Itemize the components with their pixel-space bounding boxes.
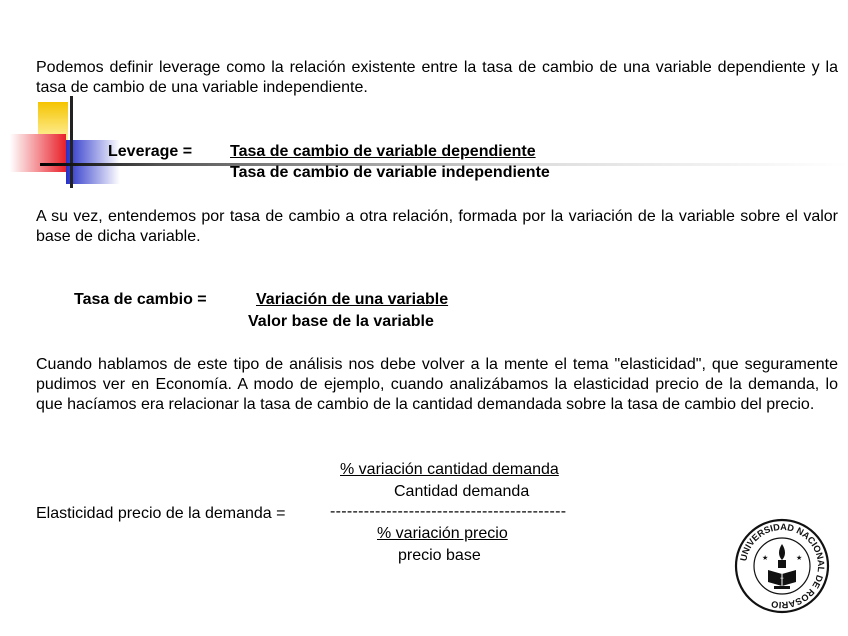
university-seal-logo <box>734 518 830 614</box>
svg-text:†: † <box>780 577 784 584</box>
leverage-formula-denominator: Tasa de cambio de variable independiente <box>230 164 550 181</box>
paragraph-elasticidad: Cuando hablamos de este tipo de análisis nos debe volver a la mente el tema "elasticidad", que seguramente pudimos ver en Economía. A modo de ejemplo, cuando analizábamos la elasticidad precio de la demanda, lo que hacíamos era relacionar la tasa de cambio de la cantidad demandada sobre la tasa de cambio del precio. <box>36 356 838 413</box>
elasticidad-top-numerator: % variación cantidad demanda <box>340 461 559 478</box>
tasa-formula-denominator: Valor base de la variable <box>248 313 434 330</box>
paragraph-tasa-definition: A su vez, entendemos por tasa de cambio a otra relación, formada por la variación de la variable sobre el valor base de dicha variable. <box>36 208 838 245</box>
elasticidad-top-denominator: Cantidad demanda <box>394 483 530 500</box>
tasa-formula-numerator: Variación de una variable <box>256 291 449 308</box>
vertical-line <box>70 96 73 188</box>
leverage-formula-label: Leverage = <box>108 143 193 160</box>
red-square <box>10 134 66 172</box>
paragraph-leverage-definition: Podemos definir leverage como la relación existente entre la tasa de cambio de una variable dependiente y la tasa de cambio de una variable independiente. <box>36 59 838 96</box>
elasticidad-bottom-denominator: precio base <box>398 547 481 564</box>
svg-text:★: ★ <box>796 555 803 562</box>
seal-text: UNIVERSIDAD NACIONAL DE ROSARIO <box>738 521 827 611</box>
elasticidad-formula-label: Elasticidad precio de la demanda = <box>36 505 286 522</box>
leverage-formula-numerator: Tasa de cambio de variable dependiente <box>230 143 536 160</box>
elasticidad-divider: ------------------------------------------ <box>330 503 567 520</box>
tasa-formula-label: Tasa de cambio = <box>74 291 207 308</box>
elasticidad-bottom-numerator: % variación precio <box>377 525 508 542</box>
svg-text:★: ★ <box>762 555 769 562</box>
